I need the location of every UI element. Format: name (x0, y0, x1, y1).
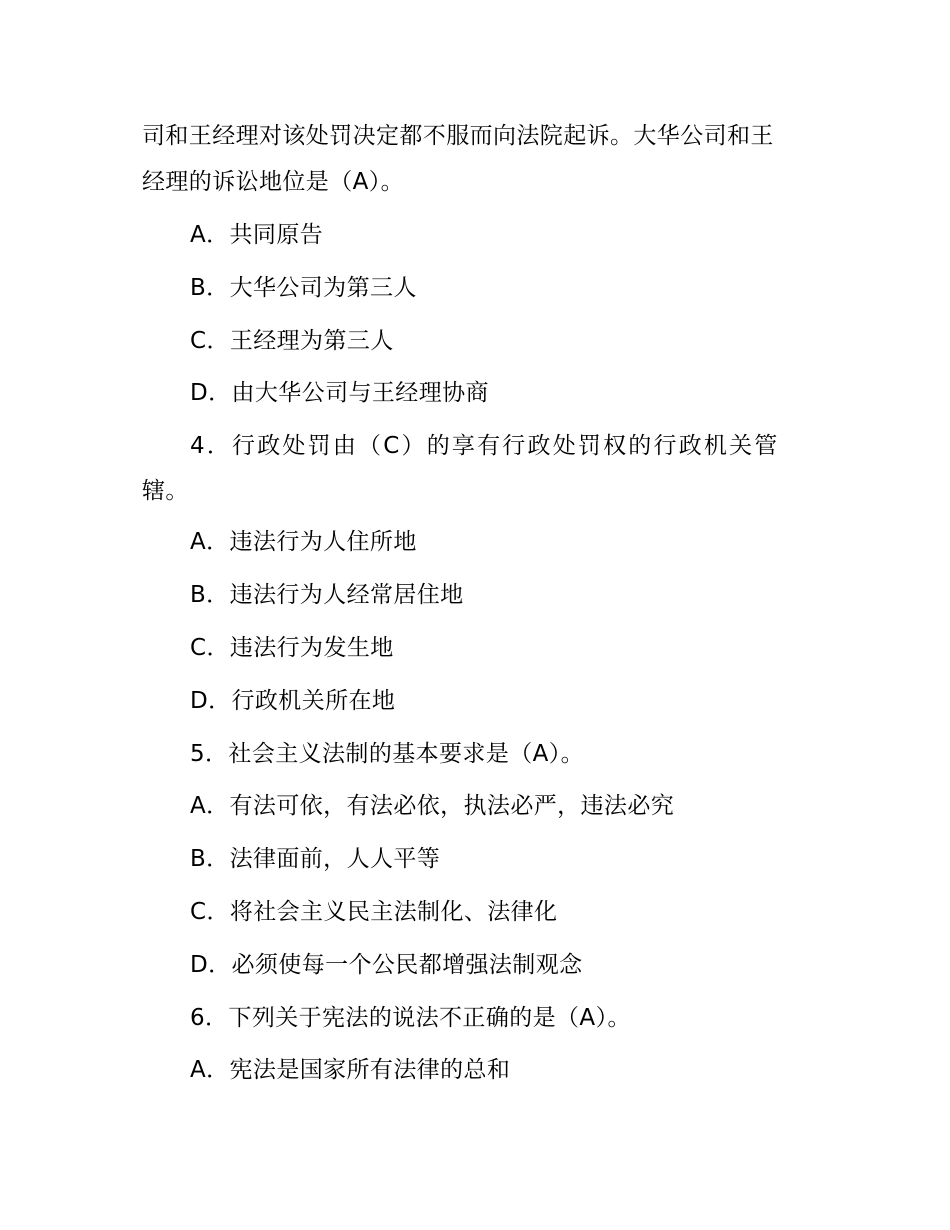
question-4-option-c: C．违法行为发生地 (190, 635, 394, 661)
question-5-stem: 5．社会主义法制的基本要求是（A）。 (190, 741, 585, 767)
question-6-stem: 6．下列关于宪法的说法不正确的是（A）。 (190, 1005, 631, 1031)
question-6-option-a: A．宪法是国家所有法律的总和 (190, 1057, 511, 1083)
question-3-stem-continued: 司和王经理对该处罚决定都不服而向法院起诉。大华公司和王 (142, 123, 774, 149)
question-4-option-b: B．违法行为人经常居住地 (190, 582, 464, 608)
question-3-option-b: B．大华公司为第三人 (190, 275, 417, 301)
question-5-option-b: B．法律面前，人人平等 (190, 846, 441, 872)
question-3-option-a: A．共同原告 (190, 222, 324, 248)
question-5-option-a: A．有法可依，有法必依，执法必严，违法必究 (190, 793, 675, 819)
question-4-stem-continued: 辖。 (142, 478, 189, 504)
question-4-option-d: D．行政机关所在地 (190, 688, 396, 714)
question-3-stem-answer: 经理的诉讼地位是（A）。 (142, 169, 405, 195)
question-4-stem: 4．行政处罚由（C）的享有行政处罚权的行政机关管 (190, 433, 780, 459)
question-3-option-d: D．由大华公司与王经理协商 (190, 380, 489, 406)
question-3-option-c: C．王经理为第三人 (190, 328, 394, 354)
question-5-option-d: D．必须使每一个公民都增强法制观念 (190, 952, 583, 978)
question-4-option-a: A．违法行为人住所地 (190, 529, 417, 555)
question-5-option-c: C．将社会主义民主法制化、法律化 (190, 899, 558, 925)
